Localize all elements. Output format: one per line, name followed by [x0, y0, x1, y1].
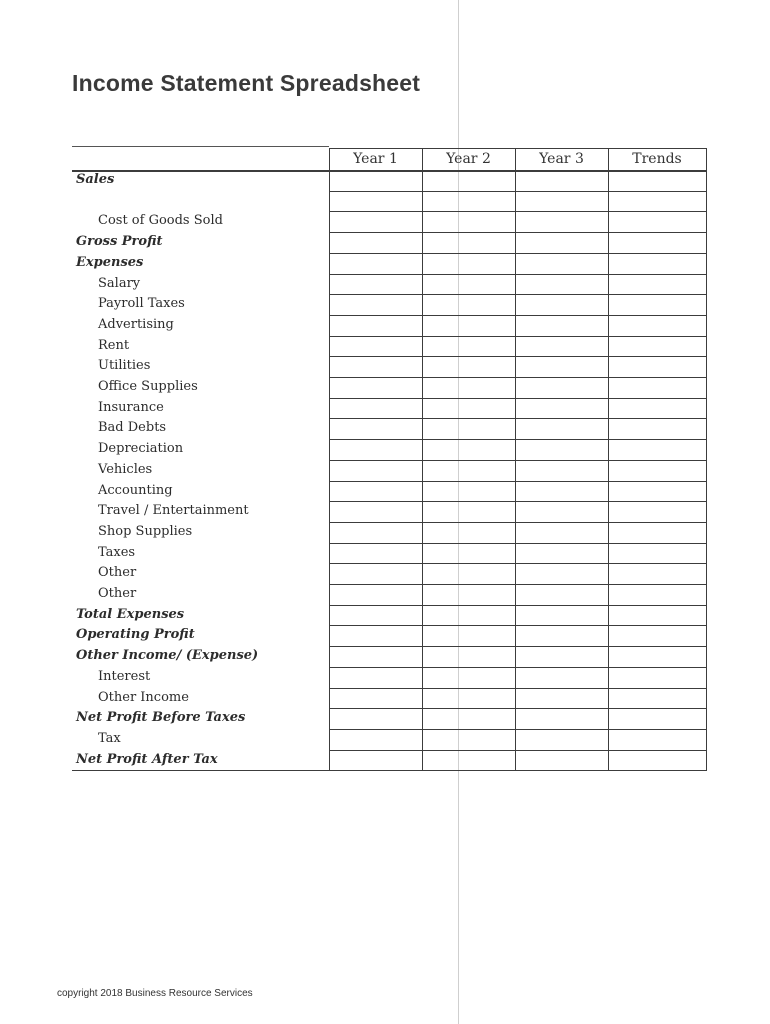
row-rule [329, 501, 706, 502]
line-item-label: Bad Debts [98, 420, 167, 435]
section-label: Other Income/ (Expense) [76, 648, 259, 663]
row-rule [329, 274, 706, 275]
line-item-label: Vehicles [98, 462, 153, 477]
page-title: Income Statement Spreadsheet [72, 70, 421, 96]
line-item-label: Office Supplies [98, 379, 198, 394]
section-label: Expenses [76, 255, 144, 270]
row-rule [329, 294, 706, 295]
line-item-label: Taxes [98, 545, 136, 560]
line-item-label: Payroll Taxes [98, 296, 185, 311]
section-label: Sales [76, 172, 115, 187]
header-bottom-rule [72, 170, 706, 172]
section-label: Net Profit Before Taxes [76, 710, 246, 725]
row-rule [329, 460, 706, 461]
column-header-year-2: Year 2 [446, 151, 491, 167]
row-rule [329, 398, 706, 399]
line-item-label: Depreciation [98, 441, 184, 456]
row-rule [329, 336, 706, 337]
line-item-label: Cost of Goods Sold [98, 213, 223, 228]
line-item-label: Other Income [98, 690, 189, 705]
row-rule [329, 605, 706, 606]
column-header-year-1: Year 1 [353, 151, 398, 167]
line-item-label: Rent [98, 338, 130, 353]
row-rule [329, 646, 706, 647]
line-item-label: Advertising [98, 317, 174, 332]
table-bottom-rule [72, 770, 706, 771]
line-item-label: Insurance [98, 400, 164, 415]
section-label: Total Expenses [76, 607, 185, 622]
row-rule [329, 377, 706, 378]
row-rule [329, 211, 706, 212]
row-rule [329, 356, 706, 357]
line-item-label: Shop Supplies [98, 524, 193, 539]
column-divider [706, 148, 707, 771]
copyright-footer: copyright 2018 Business Resource Services [57, 988, 253, 999]
row-rule [329, 563, 706, 564]
row-rule [329, 232, 706, 233]
section-label: Net Profit After Tax [76, 752, 218, 767]
column-header-year-3: Year 3 [539, 151, 584, 167]
row-rule [329, 522, 706, 523]
row-rule [329, 708, 706, 709]
row-rule [329, 750, 706, 751]
section-label: Operating Profit [76, 627, 195, 642]
row-rule [329, 729, 706, 730]
line-item-label: Tax [98, 731, 121, 746]
line-item-label: Interest [98, 669, 151, 684]
row-rule [329, 667, 706, 668]
row-rule [329, 543, 706, 544]
row-rule [329, 625, 706, 626]
column-header-trends: Trends [632, 151, 682, 167]
row-rule [329, 418, 706, 419]
row-rule [329, 584, 706, 585]
row-rule [329, 191, 706, 192]
line-item-label: Travel / Entertainment [98, 503, 249, 518]
line-item-label: Other [98, 586, 137, 601]
section-label: Gross Profit [76, 234, 163, 249]
row-rule [329, 315, 706, 316]
line-item-label: Salary [98, 276, 141, 291]
line-item-label: Other [98, 565, 137, 580]
line-item-label: Utilities [98, 358, 151, 373]
row-rule [329, 688, 706, 689]
row-rule [329, 439, 706, 440]
line-item-label: Accounting [98, 483, 173, 498]
row-rule [329, 253, 706, 254]
row-rule [329, 481, 706, 482]
